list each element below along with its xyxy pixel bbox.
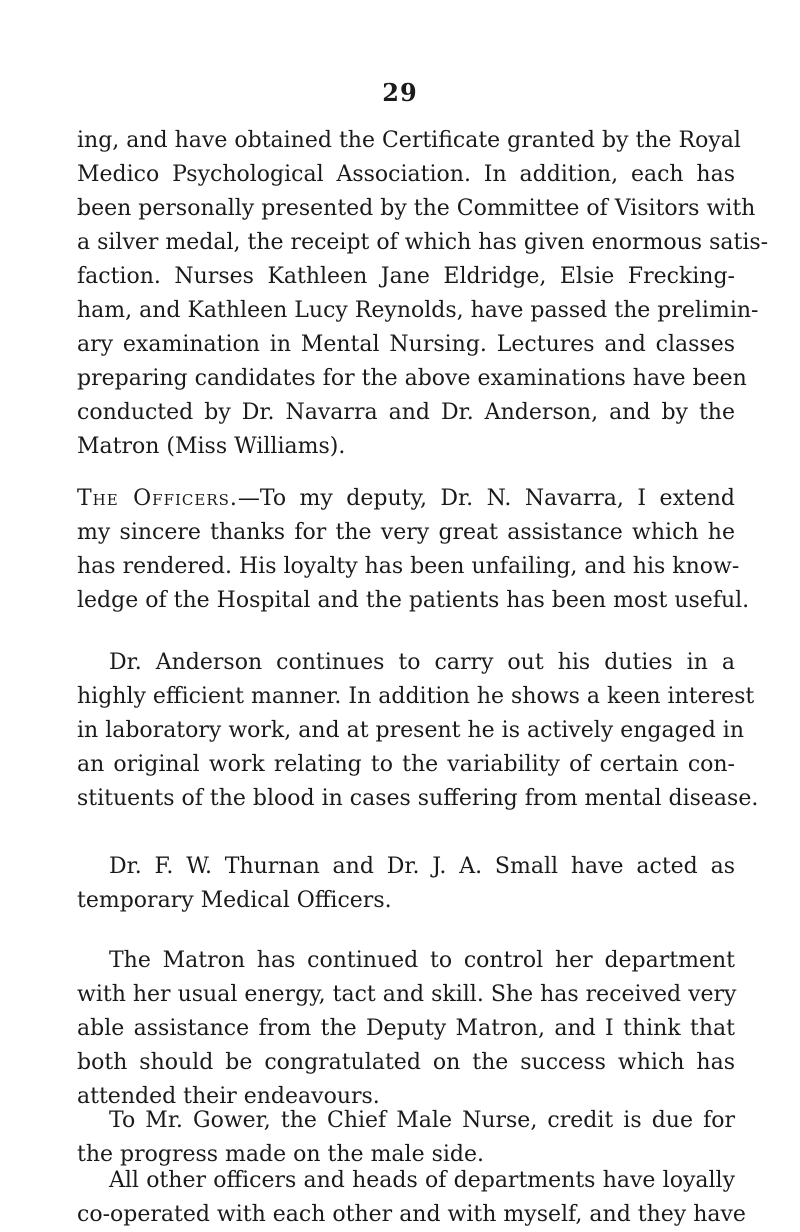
text-line: Dr. F. W. Thurnan and Dr. J. A. Small have acted as <box>109 854 735 879</box>
text-line: co-operated with each other and with myself, and they have <box>77 1202 746 1227</box>
page-number: 29 <box>382 78 418 107</box>
text-line: Dr. Anderson continues to carry out his duties in a <box>109 650 735 675</box>
text-line: temporary Medical Officers. <box>77 888 392 913</box>
text-line: highly efficient manner. In addition he shows a keen interest <box>77 684 755 709</box>
text-line: preparing candidates for the above examinations have been <box>77 366 747 391</box>
paragraph-matron <box>77 944 735 1114</box>
paragraph-officers <box>77 482 750 618</box>
text-line: with her usual energy, tact and skill. She has received very <box>77 982 737 1007</box>
text-line: been personally presented by the Committee of Visitors with <box>77 196 756 221</box>
paragraph-chief-male-nurse <box>77 1104 735 1172</box>
section-heading: The Officers. <box>77 486 238 511</box>
paragraph-other-officers <box>77 1164 746 1232</box>
text-line: All other officers and heads of departments have loyally <box>109 1168 735 1193</box>
paragraph-certificates <box>77 124 769 464</box>
text-line: the progress made on the male side. <box>77 1142 485 1167</box>
text-line: faction. Nurses Kathleen Jane Eldridge, Elsie Frecking- <box>77 264 735 289</box>
text-line: ham, and Kathleen Lucy Reynolds, have passed the prelimin- <box>77 298 759 323</box>
text-line: stituents of the blood in cases suffering from mental disease. <box>77 786 759 811</box>
text-line: has rendered. His loyalty has been unfailing, and his know- <box>77 554 740 579</box>
text-line: The Matron has continued to control her department <box>109 948 735 973</box>
text-line: To Mr. Gower, the Chief Male Nurse, credit is due for <box>109 1108 735 1133</box>
text-line: Matron (Miss Williams). <box>77 434 346 459</box>
text-line: ing, and have obtained the Certificate granted by the Royal <box>77 128 741 153</box>
text-line <box>77 482 735 516</box>
text-line: ary examination in Mental Nursing. Lectures and classes <box>77 332 735 357</box>
text-line: both should be congratulated on the success which has <box>77 1050 735 1075</box>
text-line: ledge of the Hospital and the patients has been most useful. <box>77 588 750 613</box>
text-line: a silver medal, the receipt of which has given enormous satis- <box>77 230 769 255</box>
text-line: attended their endeavours. <box>77 1084 380 1109</box>
text-line: an original work relating to the variability of certain con- <box>77 752 735 777</box>
text-line: Medico Psychological Association. In addition, each has <box>77 162 735 187</box>
text-line: able assistance from the Deputy Matron, and I think that <box>77 1016 735 1041</box>
text-line: conducted by Dr. Navarra and Dr. Anderson, and by the <box>77 400 735 425</box>
text-line: my sincere thanks for the very great assistance which he <box>77 520 735 545</box>
paragraph-temporary-officers <box>77 850 735 918</box>
text-line: in laboratory work, and at present he is actively engaged in <box>77 718 744 743</box>
paragraph-anderson <box>77 646 759 816</box>
text-line-continuation: —To my deputy, Dr. N. Navarra, I extend <box>237 486 735 511</box>
